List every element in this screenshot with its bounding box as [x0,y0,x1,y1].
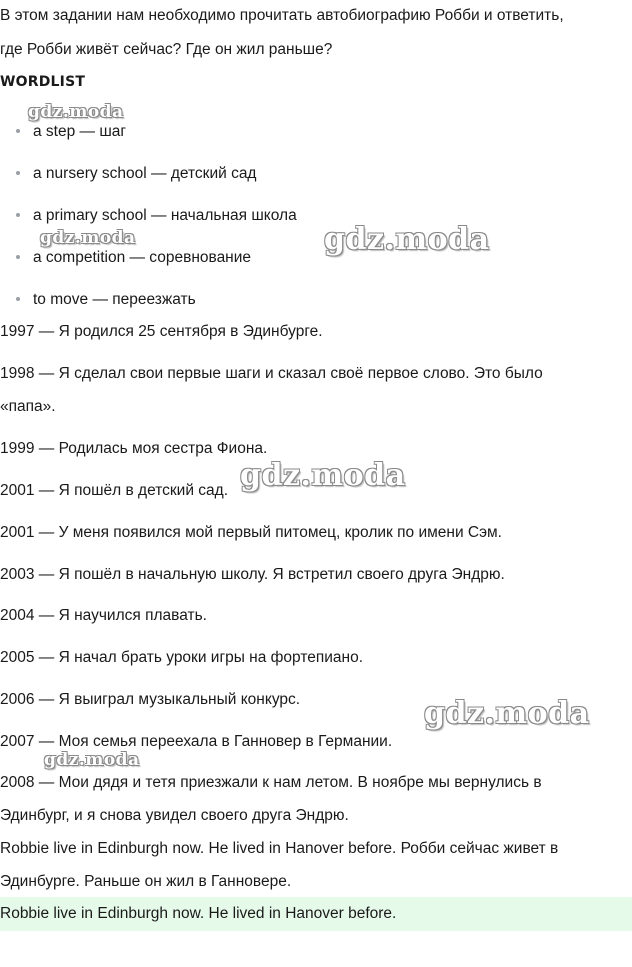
timeline-line: Эдинбург, и я снова увидел своего друга Эндрю. [0,807,349,824]
intro-line-2: где Робби живёт сейчас? Где он жил раньше? [0,41,333,58]
timeline-line: 2001 — Я пошёл в детский сад. [0,482,229,499]
intro-line-1: В этом задании нам необходимо прочитать автобиографию Робби и ответить, [0,7,564,24]
wordlist-item-text: a step — шаг [33,123,127,140]
timeline-line: 2006 — Я выиграл музыкальный конкурс. [0,691,301,708]
timeline-line: 2007 — Моя семья переехала в Ганновер в Германии. [0,733,393,750]
watermark: gdz.moda [44,750,140,770]
wordlist-item [16,122,126,142]
bullet-icon [16,129,20,133]
answer-text: Robbie live in Edinburgh now. He lived in Hanover before. [0,905,397,922]
wordlist-item-text: a competition — соревнование [33,249,252,266]
translation-line-1: Robbie live in Edinburgh now. He lived in Hanover before. Робби сейчас живет в [0,840,559,857]
timeline-line: 2001 — У меня появился мой первый питомец, кролик по имени Сэм. [0,524,502,541]
bullet-icon [16,213,20,217]
timeline-line: 2003 — Я пошёл в начальную школу. Я встретил своего друга Эндрю. [0,566,505,583]
bullet-icon [16,255,20,259]
wordlist-item [16,164,256,184]
timeline-line: 2008 — Мои дядя и тетя приезжали к нам летом. В ноябре мы вернулись в [0,774,542,791]
wordlist-item-text: a primary school — начальная школа [33,207,297,224]
bullet-icon [16,171,20,175]
wordlist-item-text: to move — переезжать [33,291,196,308]
watermark: gdz.moda [240,458,406,493]
watermark: gdz.moda [40,228,136,248]
wordlist-item [16,248,251,268]
timeline-line: 1997 — Я родился 25 сентября в Эдинбурге. [0,323,323,340]
translation-line-2: Эдинбурге. Раньше он жил в Ганновере. [0,873,292,890]
watermark: gdz.moda [324,222,490,257]
watermark: gdz.moda [424,696,590,731]
watermark: gdz.moda [28,102,124,122]
answer-box [0,897,632,931]
timeline-line: 1999 — Родилась моя сестра Фиона. [0,440,268,457]
timeline-line: 1998 — Я сделал свои первые шаги и сказал своё первое слово. Это было [0,365,543,382]
timeline-line: «папа». [0,398,56,415]
wordlist-title: WORDLIST [0,74,86,90]
wordlist-item-text: a nursery school — детский сад [33,165,257,182]
timeline-line: 2005 — Я начал брать уроки игры на фортепиано. [0,649,364,666]
wordlist-item [16,206,297,226]
bullet-icon [16,297,20,301]
timeline-line: 2004 — Я научился плавать. [0,607,207,624]
wordlist-item [16,290,196,310]
